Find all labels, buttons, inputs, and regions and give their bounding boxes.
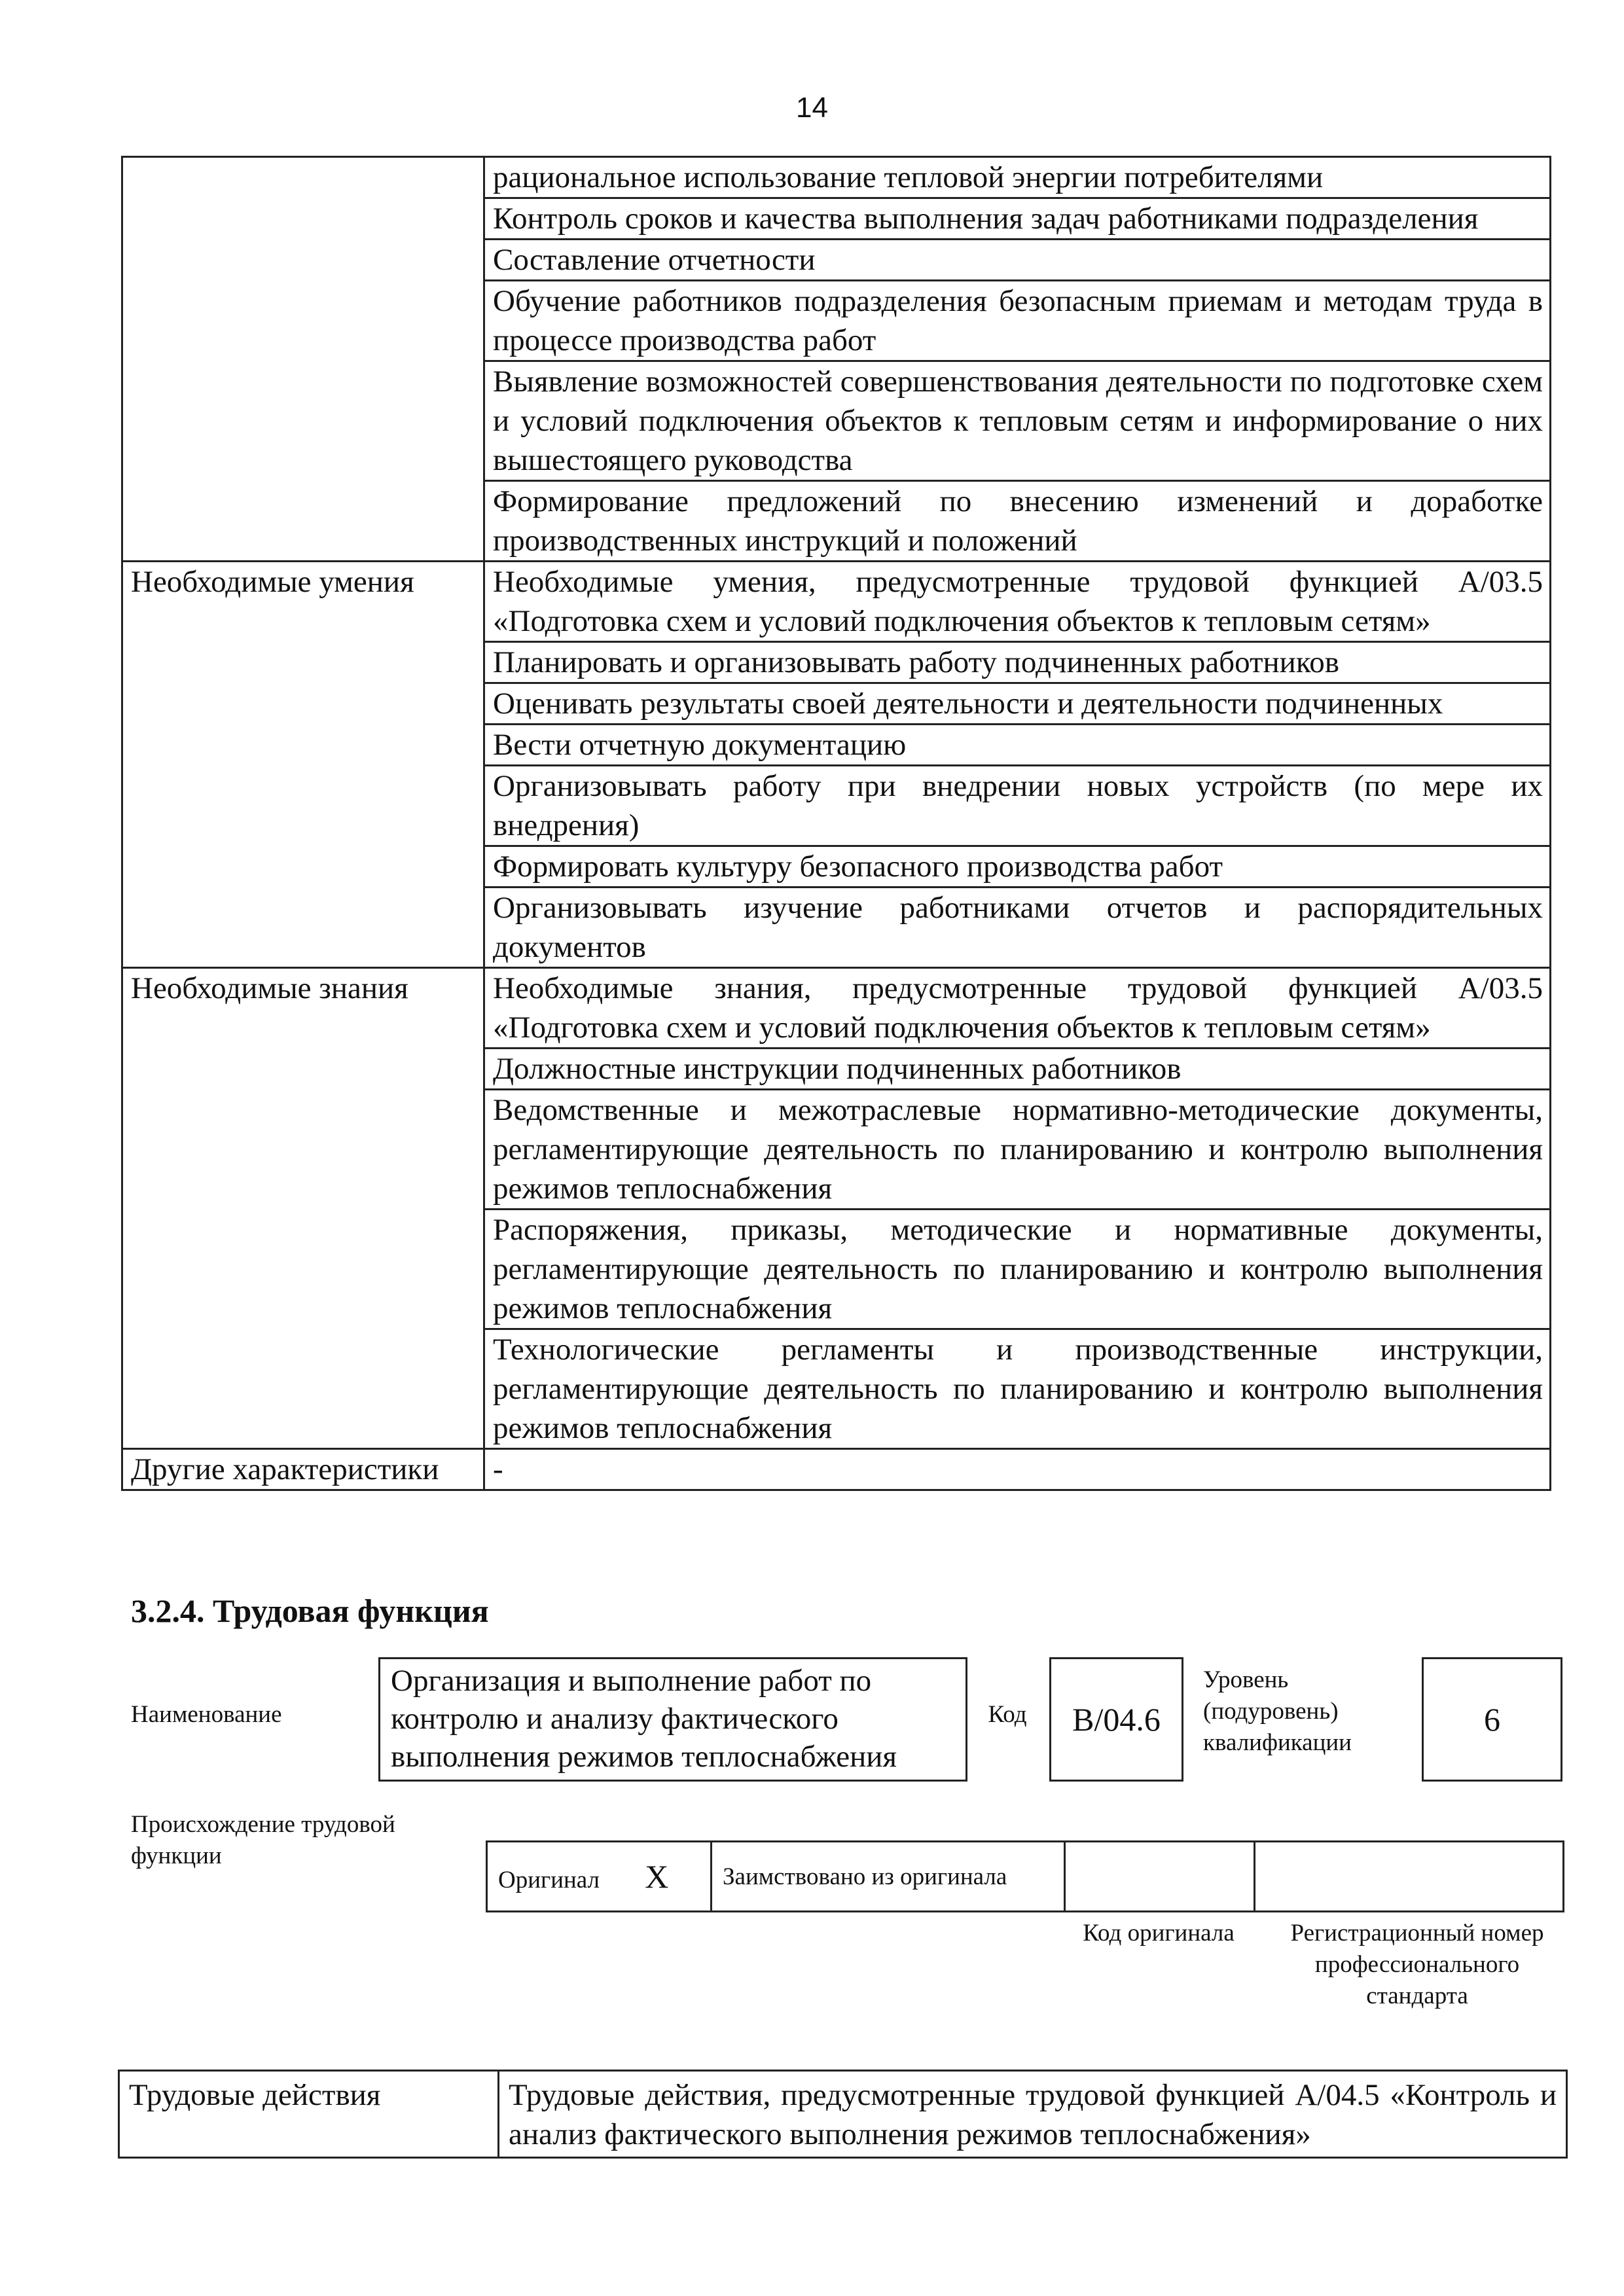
origin-label: Происхождение трудовой функции [131,1811,395,1869]
table-cell: Планировать и организовывать работу подчиненных работников [484,642,1551,683]
row-label-skills: Необходимые умения [122,562,484,968]
origin-reg-caption: Регистрационный номер профессионального стандарта [1290,1920,1544,2009]
row-label-knowledge: Необходимые знания [122,968,484,1449]
origin-table [486,1840,1564,1912]
table-cell: Обучение работников подразделения безопасным приемам и методам труда в процессе производства работ [484,281,1551,361]
table-cell: Технологические регламенты и производственные инструкции, регламентирующие деятельность по планированию и контролю выполнения режимов теплоснабжения [484,1329,1551,1449]
labor-actions-table [118,2070,1568,2159]
table-row [487,1842,1564,1912]
table-cell: Оценивать результаты своей деятельности и деятельности подчиненных [484,683,1551,725]
table-cell: Необходимые умения, предусмотренные трудовой функцией А/03.5 «Подготовка схем и условий подключения объектов к тепловым сетям» [484,562,1551,642]
level-value-box: 6 [1422,1657,1562,1782]
name-label: Наименование [131,1701,282,1728]
origin-original-cell [487,1842,712,1912]
table-cell: Организовывать изучение работниками отчетов и распорядительных документов [484,888,1551,968]
table-cell: Трудовые действия, предусмотренные трудовой функцией А/04.5 «Контроль и анализ фактического выполнения режимов теплоснабжения» [499,2071,1567,2158]
table-row [122,157,1551,198]
code-value-box: B/04.6 [1049,1657,1183,1782]
qualification-table [121,156,1551,1491]
table-row [119,2071,1567,2158]
table-cell: Должностные инструкции подчиненных работников [484,1049,1551,1090]
table-cell: Необходимые знания, предусмотренные трудовой функцией А/03.5 «Подготовка схем и условий подключения объектов к тепловым сетям» [484,968,1551,1049]
origin-original-label: Оригинал [498,1867,600,1893]
row-label [122,157,484,562]
code-label: Код [988,1701,1027,1728]
table-cell: Составление отчетности [484,240,1551,281]
origin-code-cell [1065,1842,1255,1912]
page-number: 14 [796,92,828,124]
level-label: Уровень (подуровень) квалификации [1203,1666,1352,1756]
origin-borrowed-cell: Заимствовано из оригинала [712,1842,1065,1912]
row-label-actions: Трудовые действия [119,2071,499,2158]
table-cell: Контроль сроков и качества выполнения задач работниками подразделения [484,198,1551,240]
origin-mark: X [645,1858,669,1895]
origin-reg-cell [1255,1842,1564,1912]
row-label-other: Другие характеристики [122,1449,484,1490]
function-name-box: Организация и выполнение работ по контролю и анализу фактического выполнения режимов теплоснабжения [378,1657,967,1782]
table-row [122,968,1551,1049]
table-cell: Выявление возможностей совершенствования деятельности по подготовке схем и условий подключения объектов к тепловым сетям и информирование о них вышестоящего руководства [484,361,1551,481]
table-cell: Формирование предложений по внесению изменений и доработке производственных инструкций и положений [484,481,1551,562]
table-cell: Организовывать работу при внедрении новых устройств (по мере их внедрения) [484,766,1551,846]
table-cell: - [484,1449,1551,1490]
table-cell: Формировать культуру безопасного производства работ [484,846,1551,888]
table-row [122,1449,1551,1490]
table-cell: Распоряжения, приказы, методические и нормативные документы, регламентирующие деятельность по планированию и контролю выполнения режимов теплоснабжения [484,1210,1551,1329]
table-row [122,562,1551,642]
table-cell: рациональное использование тепловой энергии потребителями [484,157,1551,198]
section-heading: 3.2.4. Трудовая функция [131,1592,489,1629]
table-cell: Вести отчетную документацию [484,725,1551,766]
origin-code-caption: Код оригинала [1083,1920,1235,1946]
table-cell: Ведомственные и межотраслевые нормативно-методические документы, регламентирующие деятельность по планированию и контролю выполнения режимов теплоснабжения [484,1090,1551,1210]
